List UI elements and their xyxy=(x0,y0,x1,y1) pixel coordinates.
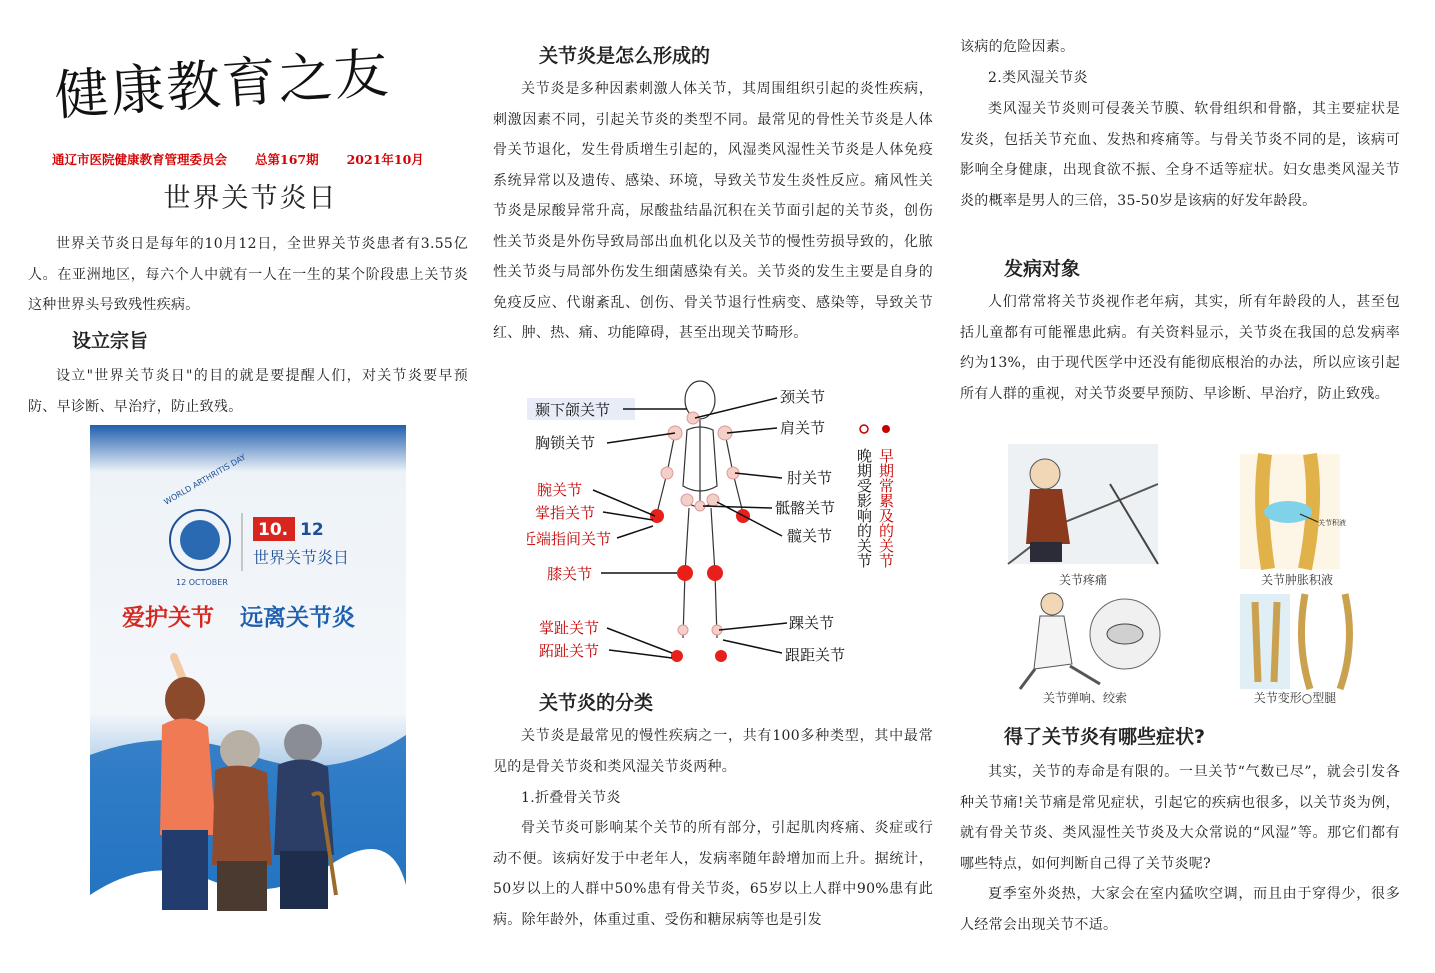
classification-heading: 关节炎的分类 xyxy=(539,692,654,714)
right-knee-marker xyxy=(707,565,723,581)
swelling-illustration xyxy=(1240,454,1346,587)
issue-org: 通辽市医院健康教育管理委员会 xyxy=(52,152,228,167)
osteoarthritis-paragraph: 骨关节炎可影响某个关节的所有部分，引起肌肉疼痛、炎症或行动不便。该病好发于中老年人，发病率随年龄增加而上升。据统计，50岁以上的人群中50%患有骨关节炎，65岁以上人群中90%患有此病。除年龄外，体重过重、受伤和糖尿病等也是引发 xyxy=(493,820,933,928)
page-title: 世界关节炎日 xyxy=(163,183,338,214)
globe-icon xyxy=(180,520,220,560)
label-shoulder: 肩关节 xyxy=(780,419,826,437)
symptoms-paragraph-2: 夏季室外炎热，大家会在室内猛吹空调，而且由于穿得少，很多人经常会出现关节不适。 xyxy=(960,886,1400,933)
label-tmj: 颞下颌关节 xyxy=(535,401,611,419)
elder-woman-head xyxy=(220,730,260,770)
deformity-illustration xyxy=(1240,594,1349,705)
classification-paragraph: 关节炎是最常见的慢性疾病之一，共有100多种类型，其中最常见的是骨关节炎和类风湿关节炎两种。 xyxy=(493,728,933,775)
woman-hair xyxy=(165,677,205,723)
symptoms-heading: 得了关节炎有哪些症状? xyxy=(1004,726,1206,748)
issue-date: 2021年10月 xyxy=(346,152,424,167)
right-toe-marker xyxy=(715,650,727,662)
badge-text: WORLD ARTHRITIS DAY xyxy=(162,452,248,507)
rheumatoid-paragraph: 类风湿关节炎则可侵袭关节膜、软骨组织和骨骼，其主要症状是发炎，包括关节充血、发热和疼痛等。与骨关节炎不同的是，该病可影响全身健康，出现食欲不振、全身不适等症状。妇女患类风湿关节炎的概率是男人的三倍，35-50岁是该病的好发年龄段。 xyxy=(960,101,1400,209)
label-mcp: 掌指关节 xyxy=(535,504,596,522)
caption-locking: 关节弹响、绞索 xyxy=(1042,691,1128,705)
label-hip: 髋关节 xyxy=(787,527,833,545)
left-knee-marker xyxy=(677,565,693,581)
caption-swelling: 关节肿胀积液 xyxy=(1260,573,1334,587)
purpose-heading: 设立宗旨 xyxy=(72,330,149,352)
date-month: 10. xyxy=(258,520,289,540)
arthritis-day-poster xyxy=(90,425,406,948)
elder-man-legs xyxy=(280,851,328,909)
poster-day-name: 世界关节炎日 xyxy=(253,548,350,567)
left-labels xyxy=(527,401,611,660)
legend-early-dot xyxy=(882,425,890,433)
continued-paragraph: 该病的危险因素。 xyxy=(960,39,1075,55)
caption-pain: 关节疼痛 xyxy=(1058,573,1108,587)
masthead: 健康教育之友 xyxy=(52,41,393,128)
formation-paragraph: 关节炎是多种因素刺激人体关节，其周围组织引起的炎性疾病，刺激因素不同，引起关节炎的类型不同。最常见的骨性关节炎是人体骨关节退化，发生骨质增生引起的，风湿类风湿性关节炎是人体免疫系统异常以及遗传、感染、环境，导致关节发生炎性反应。痛风性关节炎是尿酸异常升高，尿酸盐结晶沉积在关节面引起的关节炎，创伤性关节炎是外伤导致局部出血机化以及关节的慢性劳损导致的，化脓性关节炎与局部外伤发生细菌感染有关。关节炎的发生主要是自身的免疫反应、代谢紊乱、创伤、骨关节退行性病变、感染等，导致关节红、肿、热、痛、功能障碍，甚至出现关节畸形。 xyxy=(493,81,933,341)
label-elbow: 肘关节 xyxy=(787,469,833,487)
left-hip-marker xyxy=(681,494,693,506)
left-ankle-marker xyxy=(678,625,688,635)
intro-paragraph: 世界关节炎日是每年的10月12日，全世界关节炎患者有3.55亿人。在亚洲地区，每六个人中就有一人在一生的某个阶段患上关节炎这种世界头号致残性疾病。 xyxy=(28,236,468,313)
badge-date: 12 OCTOBER xyxy=(176,578,228,587)
legend-late-dot xyxy=(860,425,868,433)
label-sacroiliac: 骶髂关节 xyxy=(775,499,836,517)
early-joints xyxy=(650,509,750,662)
formation-heading: 关节炎是怎么形成的 xyxy=(539,45,711,67)
elder-man-body xyxy=(274,759,334,855)
symptoms-graphic xyxy=(1000,444,1370,709)
issue-number: 总第167期 xyxy=(255,152,319,167)
woman-body xyxy=(160,718,216,835)
joint-skeleton-diagram xyxy=(527,378,907,678)
target-heading: 发病对象 xyxy=(1004,258,1081,280)
elder-man-head xyxy=(284,724,322,762)
rheumatoid-subheading: 2.类风湿关节炎 xyxy=(988,70,1088,86)
symptoms-paragraph-1: 其实，关节的寿命是有限的。一旦关节“气数已尽”，就会引发各种关节痛!关节痛是常见症状，引起它的疾病也很多，以关节炎为例，就有骨关节炎、类风湿性关节炎及大众常说的“风湿”等。那它们都有哪些特点，如何判断自己得了关节炎呢? xyxy=(960,764,1400,872)
elder-woman-legs xyxy=(217,861,267,911)
date-day: 12 xyxy=(300,520,324,540)
caption-deformity: 关节变形○型腿 xyxy=(1253,691,1337,705)
label-wrist: 腕关节 xyxy=(537,481,583,499)
label-sternoclavicular: 胸锁关节 xyxy=(535,434,596,452)
tag-effusion: 关节积液 xyxy=(1318,519,1346,527)
label-pip: 近端指间关节 xyxy=(527,530,612,548)
issue-line xyxy=(52,150,452,168)
leader-lines xyxy=(593,398,787,658)
purpose-paragraph: 设立"世界关节炎日"的目的就是要提醒人们，对关节炎要早预防、早诊断、早治疗，防止致残。 xyxy=(28,368,468,415)
pain-illustration xyxy=(1008,444,1158,587)
label-subtalar: 跟距关节 xyxy=(785,646,846,664)
slogan-right: 远离关节炎 xyxy=(240,605,355,631)
elder-woman-body xyxy=(212,766,272,865)
legend-early: 早期常累及的关节 xyxy=(877,448,895,568)
left-wrist-marker xyxy=(650,509,664,523)
label-neck: 颈关节 xyxy=(780,388,826,406)
legend-late: 晚期受影响的关节 xyxy=(855,448,873,568)
skeleton-graphic xyxy=(527,378,907,678)
label-ankle: 踝关节 xyxy=(789,614,835,632)
symptoms-illustrations xyxy=(1000,444,1370,709)
woman-legs xyxy=(162,830,208,910)
osteoarthritis-subheading: 1.折叠骨关节炎 xyxy=(521,790,621,806)
left-elbow-marker xyxy=(661,467,673,479)
label-toe: 跖趾关节 xyxy=(539,642,600,660)
target-paragraph: 人们常常将关节炎视作老年病，其实，所有年龄段的人，甚至包括儿童都有可能罹患此病。有关资料显示，关节炎在我国的总发病率约为13%，由于现代医学中还没有能彻底根治的办法，所以应该引起所有人群的重视，对关节炎要早预防、早诊断、早治疗，防止致残。 xyxy=(960,294,1400,402)
right-hip-marker xyxy=(707,494,719,506)
locking-illustration xyxy=(1020,593,1160,705)
slogan-left: 爱护关节 xyxy=(122,605,214,631)
label-mtp: 掌趾关节 xyxy=(539,619,600,637)
left-toe-marker xyxy=(671,650,683,662)
label-knee: 膝关节 xyxy=(547,565,593,583)
poster-graphic xyxy=(90,425,406,948)
